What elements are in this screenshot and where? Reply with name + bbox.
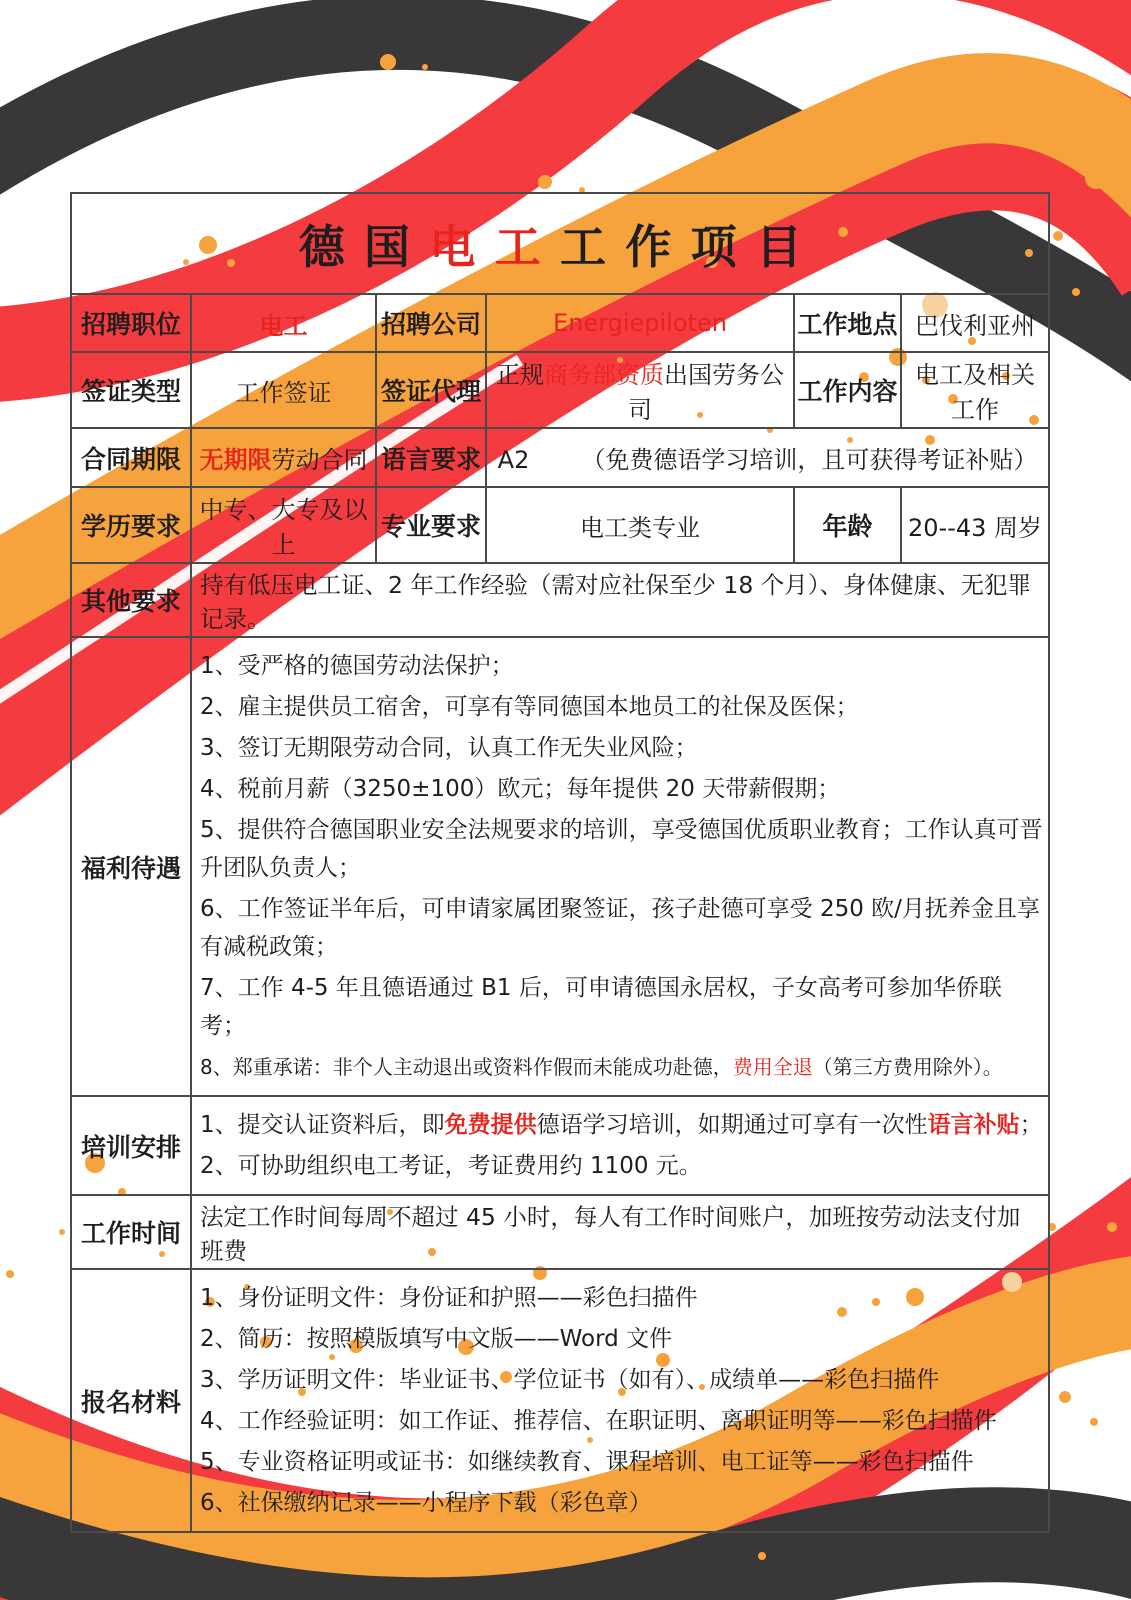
training-label: 培训安排 bbox=[71, 1096, 191, 1195]
age-label: 年龄 bbox=[794, 487, 901, 563]
major-value: 电工类专业 bbox=[486, 487, 794, 563]
table-row bbox=[71, 563, 1049, 637]
text-segment: 1、受严格的德国劳动法保护； bbox=[200, 653, 514, 679]
job-position-label: 招聘职位 bbox=[71, 294, 191, 352]
text-segment: （第三方费用除外）。 bbox=[812, 1055, 1003, 1079]
contract-term-value bbox=[191, 428, 376, 487]
list-item bbox=[200, 811, 1044, 887]
text-segment: 5、提供符合德国职业安全法规要求的培训，享受德国优质职业教育；工作认真可晋升团队负责人； bbox=[200, 817, 1043, 881]
work-content-value: 电工及相关工作 bbox=[901, 352, 1049, 428]
text-segment: 劳动合同 bbox=[271, 446, 368, 474]
text-segment: 1、身份证明文件：身份证和护照——彩色扫描件 bbox=[200, 1285, 698, 1311]
list-item bbox=[200, 688, 1044, 726]
other-requirements-label: 其他要求 bbox=[71, 563, 191, 637]
application-materials-list bbox=[191, 1269, 1049, 1532]
major-label: 专业要求 bbox=[376, 487, 486, 563]
job-position-value bbox=[191, 294, 376, 352]
text-segment: 6、工作签证半年后，可申请家属团聚签证，孩子赴德可享受 250 欧/月抚养金且享有减税政策； bbox=[200, 896, 1040, 960]
text-segment: 德国 bbox=[298, 219, 430, 274]
text-segment: 免费提供 bbox=[444, 1112, 537, 1138]
language-requirement-value bbox=[486, 428, 1049, 487]
list-item bbox=[200, 1048, 1044, 1086]
list-item bbox=[200, 729, 1044, 767]
company-label: 招聘公司 bbox=[376, 294, 486, 352]
list-item bbox=[200, 770, 1044, 808]
visa-type-label: 签证类型 bbox=[71, 352, 191, 428]
table-row bbox=[71, 352, 1049, 428]
text-segment: A2 bbox=[497, 446, 530, 474]
text-segment: 出国劳务公司 bbox=[628, 361, 784, 424]
text-segment: 商务部资质 bbox=[544, 361, 664, 389]
text-segment: 4、工作经验证明：如工作证、推荐信、在职证明、离职证明等——彩色扫描件 bbox=[200, 1408, 997, 1434]
table-row bbox=[71, 1195, 1049, 1269]
text-segment: 4、税前月薪（3250±100）欧元；每年提供 20 天带薪假期； bbox=[200, 776, 841, 802]
table-row bbox=[71, 1269, 1049, 1532]
text-segment: 7、工作 4-5 年且德语通过 B1 后，可申请德国永居权，子女高考可参加华侨联考； bbox=[200, 975, 1002, 1039]
text-segment: 3、学历证明文件：毕业证书、学位证书（如有）、成绩单——彩色扫描件 bbox=[200, 1367, 940, 1393]
list-item bbox=[200, 890, 1044, 966]
list-item bbox=[200, 969, 1044, 1045]
text-segment: 语言补贴 bbox=[927, 1112, 1020, 1138]
text-segment: 2、简历：按照模版填写中文版——Word 文件 bbox=[200, 1326, 673, 1352]
training-list bbox=[191, 1096, 1049, 1195]
list-item bbox=[200, 1106, 1044, 1144]
list-item bbox=[200, 1402, 1044, 1440]
list-item bbox=[200, 647, 1044, 685]
page-title bbox=[71, 193, 1049, 294]
education-value: 中专、大专及以上 bbox=[191, 487, 376, 563]
text-segment: 6、社保缴纳记录——小程序下载（彩色章） bbox=[200, 1490, 652, 1516]
title-row bbox=[71, 193, 1049, 294]
language-requirement-label: 语言要求 bbox=[376, 428, 486, 487]
work-time-label: 工作时间 bbox=[71, 1195, 191, 1269]
text-segment: 5、专业资格证明或证书：如继续教育、课程培训、电工证等——彩色扫描件 bbox=[200, 1449, 974, 1475]
work-time-value: 法定工作时间每周不超过 45 小时，每人有工作时间账户，加班按劳动法支付加班费 bbox=[191, 1195, 1049, 1269]
list-item bbox=[200, 1361, 1044, 1399]
list-item bbox=[200, 1147, 1044, 1185]
text-segment: 2、雇主提供员工宿舍，可享有等同德国本地员工的社保及医保； bbox=[200, 694, 859, 720]
text-segment: Energiepiloten bbox=[553, 309, 727, 337]
text-segment: 工作项目 bbox=[560, 219, 822, 274]
text-segment: 8、郑重承诺：非个人主动退出或资料作假而未能成功赴德， bbox=[200, 1055, 733, 1079]
list-item bbox=[200, 1320, 1044, 1358]
list-item bbox=[200, 1279, 1044, 1317]
text-segment: 德语学习培训，如期通过可享有一次性 bbox=[536, 1112, 928, 1138]
list-item bbox=[200, 1484, 1044, 1522]
list-item bbox=[200, 1443, 1044, 1481]
benefits-label: 福利待遇 bbox=[71, 637, 191, 1096]
visa-agent-value bbox=[486, 352, 794, 428]
other-requirements-value: 持有低压电工证、2 年工作经验（需对应社保至少 18 个月）、身体健康、无犯罪记录。 bbox=[191, 563, 1049, 637]
contract-term-label: 合同期限 bbox=[71, 428, 191, 487]
text-segment: 1、提交认证资料后，即 bbox=[200, 1112, 445, 1138]
text-segment: 正规 bbox=[496, 361, 544, 389]
work-location-value: 巴伐利亚州 bbox=[901, 294, 1049, 352]
benefits-list bbox=[191, 637, 1049, 1096]
text-segment: 电工 bbox=[429, 219, 561, 274]
visa-agent-label: 签证代理 bbox=[376, 352, 486, 428]
text-segment: （免费德语学习培训，且可获得考证补贴） bbox=[581, 446, 1038, 474]
table-row bbox=[71, 637, 1049, 1096]
text-segment: 电工 bbox=[259, 311, 308, 340]
application-materials-label: 报名材料 bbox=[71, 1269, 191, 1532]
text-segment: 2、可协助组织电工考证，考证费用约 1100 元。 bbox=[200, 1153, 702, 1179]
text-segment: 费用全退 bbox=[732, 1055, 813, 1079]
table-row bbox=[71, 428, 1049, 487]
text-segment: 无期限 bbox=[199, 446, 272, 474]
table-row bbox=[71, 294, 1049, 352]
company-value bbox=[486, 294, 794, 352]
text-segment: ； bbox=[1019, 1112, 1043, 1138]
work-location-label: 工作地点 bbox=[794, 294, 901, 352]
age-value: 20--43 周岁 bbox=[901, 487, 1049, 563]
text-segment: 3、签订无期限劳动合同，认真工作无失业风险； bbox=[200, 735, 698, 761]
table-row bbox=[71, 1096, 1049, 1195]
table-row bbox=[71, 487, 1049, 563]
visa-type-value: 工作签证 bbox=[191, 352, 376, 428]
work-content-label: 工作内容 bbox=[794, 352, 901, 428]
job-info-table bbox=[70, 192, 1050, 1533]
education-label: 学历要求 bbox=[71, 487, 191, 563]
